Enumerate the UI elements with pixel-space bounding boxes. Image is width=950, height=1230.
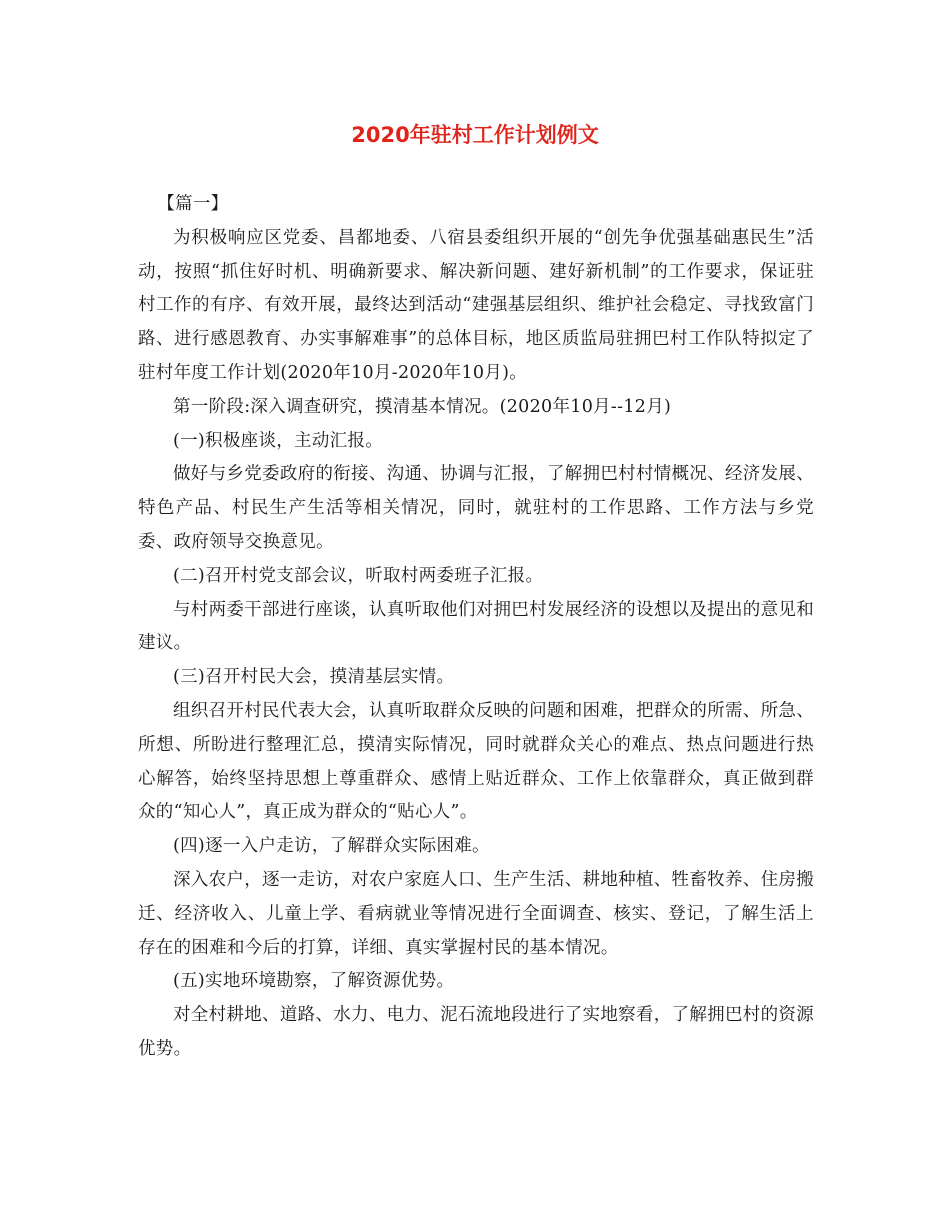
paragraph-4: 深入农户，逐一走访，对农户家庭人口、生产生活、耕地种植、牲畜牧养、住房搬迁、经济收入、儿童上学、看病就业等情况进行全面调查、核实、登记，了解生活上存在的困难和今后的打算，详细、真实掌握村民的基本情况。 (138, 869, 814, 958)
document-title: 2020年驻村工作计划例文 (351, 123, 599, 147)
subheading-1: (一)积极座谈，主动汇报。 (173, 430, 384, 451)
subheading-3: (三)召开村民大会，摸清基层实情。 (173, 667, 455, 688)
section-label: 【篇一】 (157, 194, 229, 214)
paragraph-intro: 为积极响应区党委、昌都地委、八宿县委组织开展的“创先争优强基础惠民生”活动，按照“抓住好时机、明确新要求、解决新问题、建好新机制”的工作要求，保证驻村工作的有序、有效开展，最终达到活动“建强基层组织、维护社会稳定、寻找致富门路、进行感恩教育、办实事解难事”的总体目标，地区质监局驻拥巴村工作队特拟定了驻村年度工作计划(2020年10月-2020年10月)。 (138, 227, 814, 383)
document-body (138, 188, 814, 1067)
paragraph-2: 与村两委干部进行座谈，认真听取他们对拥巴村发展经济的设想以及提出的意见和建议。 (138, 599, 814, 654)
subheading-4: (四)逐一入户走访，了解群众实际困难。 (173, 836, 490, 857)
subheading-2: (二)召开村党支部会议，听取村两委班子汇报。 (173, 565, 544, 586)
subheading-5: (五)实地环境勘察，了解资源优势。 (173, 971, 455, 992)
phase-heading: 第一阶段:深入调查研究，摸清基本情况。(2020年10月--12月) (173, 396, 672, 417)
paragraph-3: 组织召开村民代表大会，认真听取群众反映的问题和困难，把群众的所需、所急、所想、所盼进行整理汇总，摸清实际情况，同时就群众关心的难点、热点问题进行热心解答，始终坚持思想上尊重群众、感情上贴近群众、工作上依靠群众，真正做到群众的“知心人”，真正成为群众的“贴心人”。 (138, 700, 814, 823)
paragraph-1: 做好与乡党委政府的衔接、沟通、协调与汇报，了解拥巴村村情概况、经济发展、特色产品、村民生产生活等相关情况，同时，就驻村的工作思路、工作方法与乡党委、政府领导交换意见。 (138, 464, 814, 552)
paragraph-5: 对全村耕地、道路、水力、电力、泥石流地段进行了实地察看，了解拥巴村的资源优势。 (138, 1005, 814, 1059)
